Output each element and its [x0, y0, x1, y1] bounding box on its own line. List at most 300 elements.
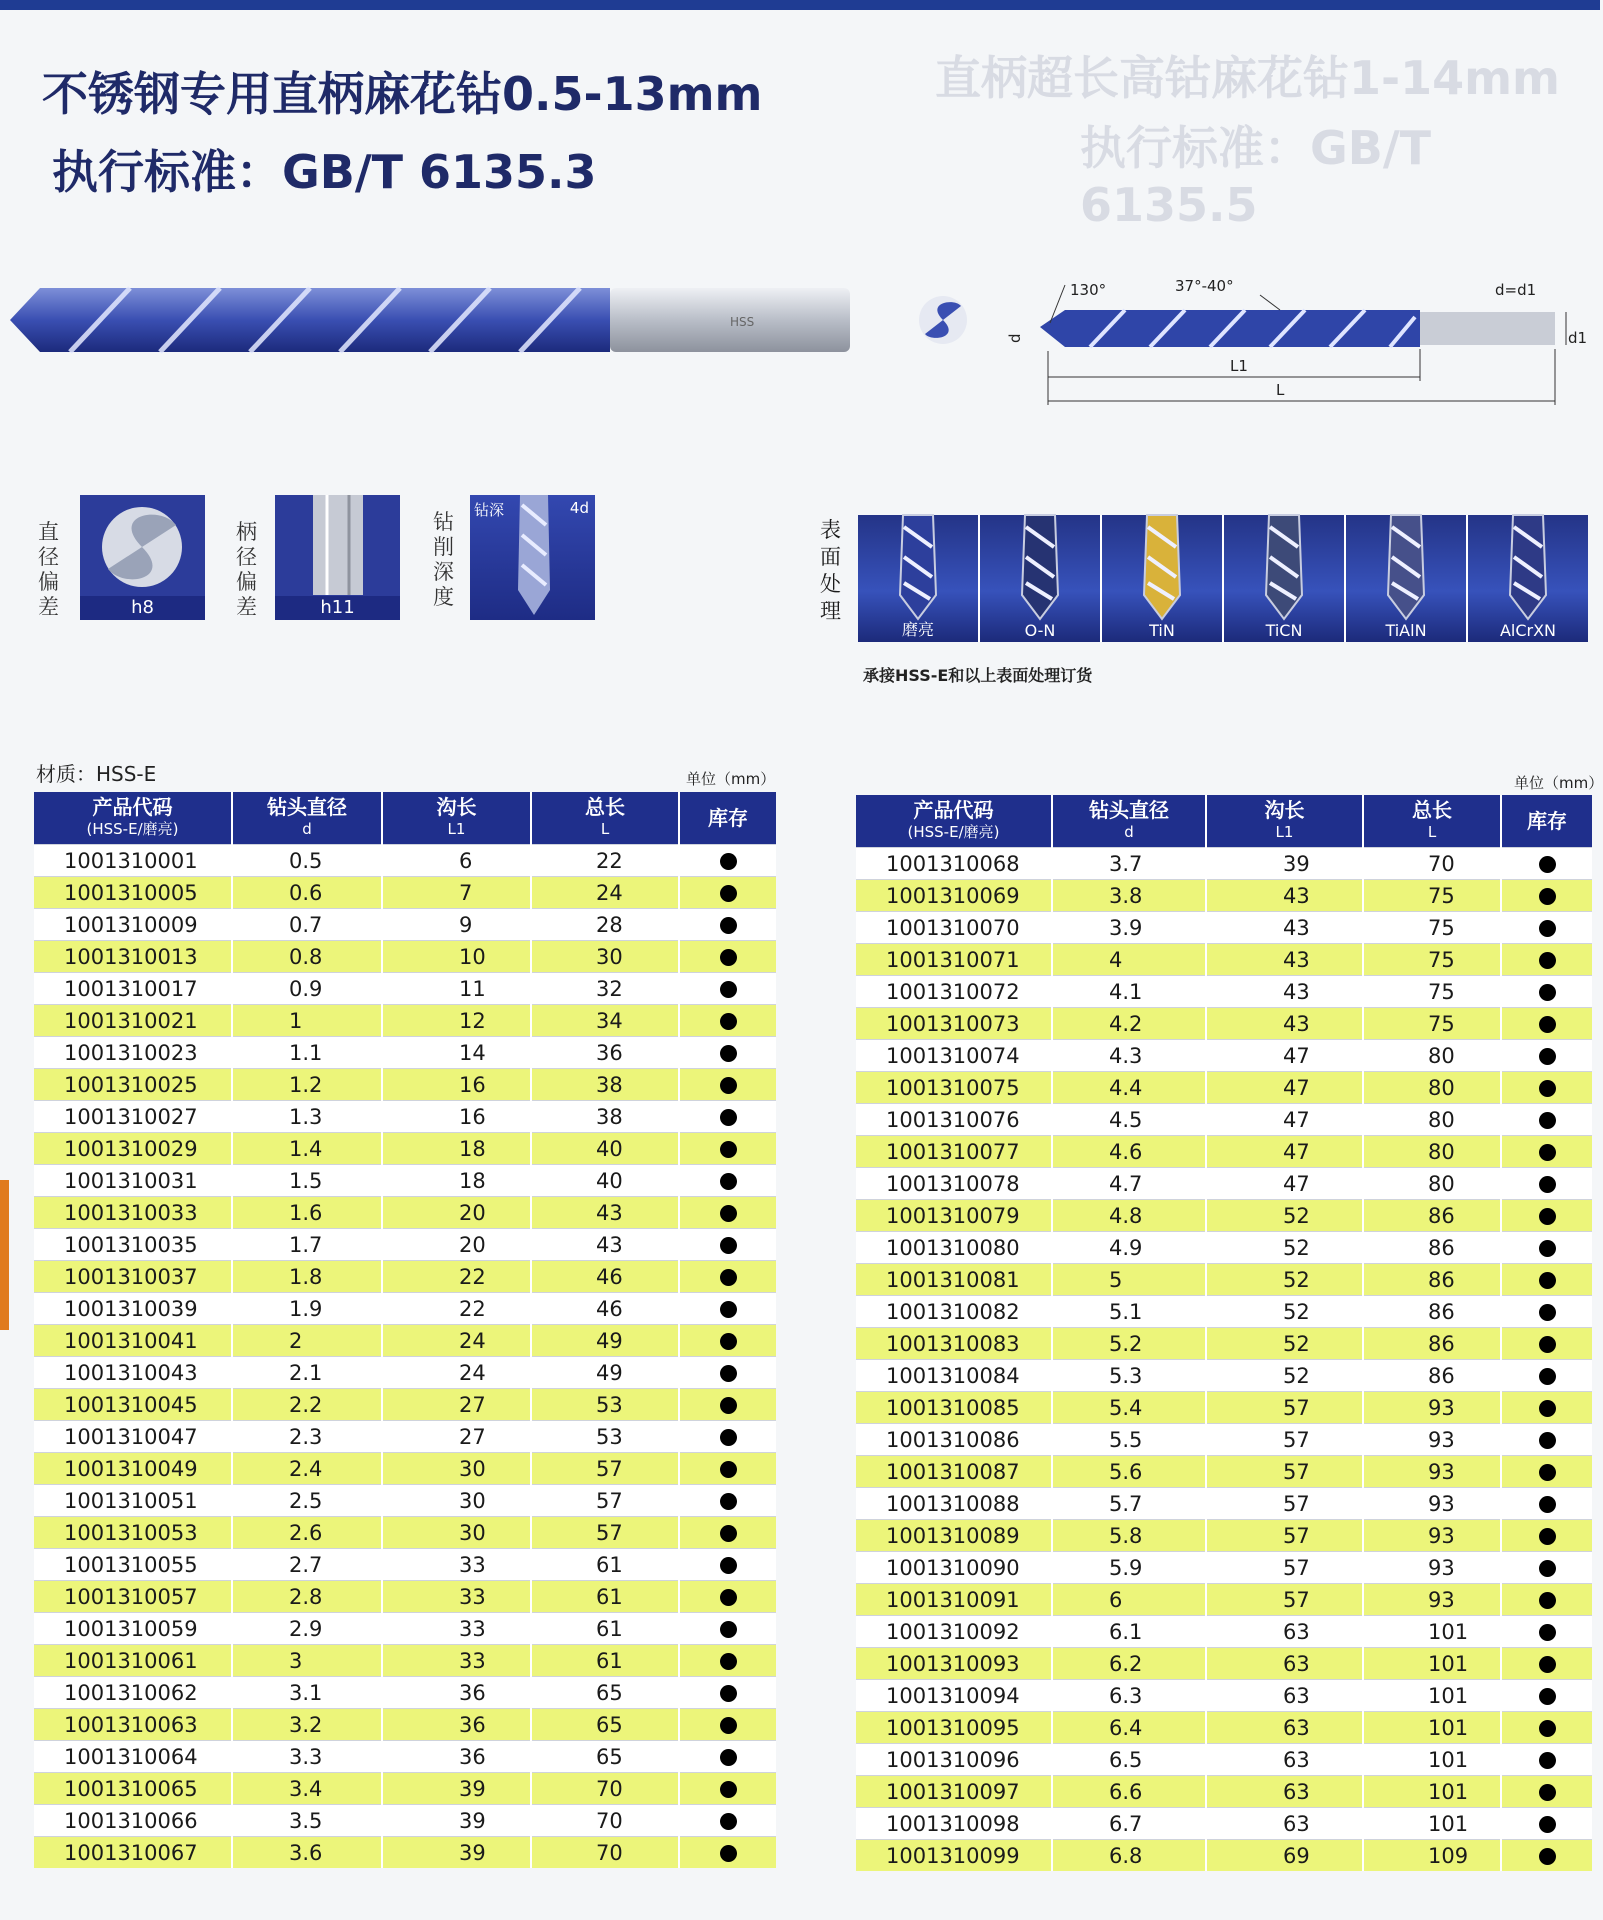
in-stock-dot-icon [1539, 920, 1556, 937]
in-stock-dot-icon [720, 1749, 737, 1766]
in-stock-dot-icon [1539, 1784, 1556, 1801]
in-stock-dot-icon [720, 1621, 737, 1638]
surface-tile-label: O-N [1024, 621, 1056, 640]
table-row [856, 1520, 1592, 1552]
cell-product-code: 1001310051 [34, 1485, 232, 1517]
in-stock-dot-icon [1539, 1080, 1556, 1097]
cell-flute-length: 27 [382, 1421, 531, 1453]
cell-product-code: 1001310075 [856, 1072, 1052, 1104]
in-stock-dot-icon [1539, 1560, 1556, 1577]
in-stock-dot-icon [720, 949, 737, 966]
cell-diameter: 4.4 [1052, 1072, 1206, 1104]
table-row [856, 1552, 1592, 1584]
cell-flute-length: 57 [1206, 1424, 1363, 1456]
spec-table-left [34, 792, 776, 1868]
table-row [34, 941, 776, 973]
cell-diameter: 3.2 [232, 1709, 382, 1741]
table-row [34, 1677, 776, 1709]
d-equals-d1-label: d=d1 [1495, 281, 1537, 299]
cell-stock [1501, 1168, 1592, 1200]
in-stock-dot-icon [720, 1685, 737, 1702]
cell-flute-length: 30 [382, 1485, 531, 1517]
cell-flute-length: 33 [382, 1549, 531, 1581]
cell-diameter: 4.3 [1052, 1040, 1206, 1072]
cell-flute-length: 14 [382, 1037, 531, 1069]
cell-product-code: 1001310065 [34, 1773, 232, 1805]
table-row [856, 1200, 1592, 1232]
cell-total-length: 86 [1363, 1200, 1501, 1232]
cell-flute-length: 20 [382, 1229, 531, 1261]
table-row [856, 1296, 1592, 1328]
cell-flute-length: 63 [1206, 1744, 1363, 1776]
cell-diameter: 6.3 [1052, 1680, 1206, 1712]
cell-total-length: 57 [531, 1485, 679, 1517]
cell-diameter: 1.4 [232, 1133, 382, 1165]
table-row [856, 1488, 1592, 1520]
cell-stock [679, 941, 776, 973]
surface-tile [1468, 515, 1588, 642]
table-row [856, 880, 1592, 912]
in-stock-dot-icon [1539, 1496, 1556, 1513]
cell-diameter: 2.3 [232, 1421, 382, 1453]
cell-total-length: 43 [531, 1229, 679, 1261]
cell-total-length: 61 [531, 1581, 679, 1613]
table-row [34, 1773, 776, 1805]
table-row [856, 1712, 1592, 1744]
cell-total-length: 101 [1363, 1648, 1501, 1680]
cell-stock [679, 1741, 776, 1773]
cell-product-code: 1001310047 [34, 1421, 232, 1453]
table-row [856, 1072, 1592, 1104]
in-stock-dot-icon [1539, 1656, 1556, 1673]
surface-tile [1346, 515, 1466, 642]
cell-product-code: 1001310035 [34, 1229, 232, 1261]
in-stock-dot-icon [720, 1237, 737, 1254]
cell-diameter: 1.2 [232, 1069, 382, 1101]
cell-total-length: 49 [531, 1325, 679, 1357]
cell-flute-length: 63 [1206, 1680, 1363, 1712]
cell-flute-length: 36 [382, 1741, 531, 1773]
cell-flute-length: 20 [382, 1197, 531, 1229]
cell-total-length: 86 [1363, 1296, 1501, 1328]
cell-diameter: 5.9 [1052, 1552, 1206, 1584]
table-row [34, 909, 776, 941]
cell-total-length: 38 [531, 1101, 679, 1133]
cell-product-code: 1001310005 [34, 877, 232, 909]
cell-stock [1501, 1712, 1592, 1744]
cell-total-length: 57 [531, 1453, 679, 1485]
cell-product-code: 1001310088 [856, 1488, 1052, 1520]
cell-stock [1501, 1648, 1592, 1680]
cell-stock [1501, 1008, 1592, 1040]
in-stock-dot-icon [1539, 1752, 1556, 1769]
cell-flute-length: 24 [382, 1325, 531, 1357]
in-stock-dot-icon [1539, 1336, 1556, 1353]
page-title: 不锈钢专用直柄麻花钻0.5-13mm [42, 67, 763, 121]
cell-product-code: 1001310067 [34, 1837, 232, 1869]
cell-flute-length: 33 [382, 1645, 531, 1677]
cell-product-code: 1001310074 [856, 1040, 1052, 1072]
table-row [34, 1485, 776, 1517]
cell-total-length: 93 [1363, 1488, 1501, 1520]
in-stock-dot-icon [720, 1269, 737, 1286]
cell-stock [679, 1261, 776, 1293]
cell-total-length: 75 [1363, 976, 1501, 1008]
cell-total-length: 80 [1363, 1136, 1501, 1168]
cell-diameter: 5.1 [1052, 1296, 1206, 1328]
drilling-depth-value: 4d [569, 499, 589, 517]
cell-diameter: 3.9 [1052, 912, 1206, 944]
table-row [34, 1645, 776, 1677]
cell-product-code: 1001310009 [34, 909, 232, 941]
cell-total-length: 24 [531, 877, 679, 909]
cell-total-length: 53 [531, 1421, 679, 1453]
cell-diameter: 6.7 [1052, 1808, 1206, 1840]
cell-stock [679, 1805, 776, 1837]
cell-product-code: 1001310092 [856, 1616, 1052, 1648]
table-row [856, 1680, 1592, 1712]
in-stock-dot-icon [720, 1813, 737, 1830]
cell-product-code: 1001310091 [856, 1584, 1052, 1616]
cell-product-code: 1001310025 [34, 1069, 232, 1101]
in-stock-dot-icon [720, 1845, 737, 1862]
cell-product-code: 1001310077 [856, 1136, 1052, 1168]
cell-diameter: 6.8 [1052, 1840, 1206, 1872]
cell-product-code: 1001310045 [34, 1389, 232, 1421]
cell-flute-length: 47 [1206, 1104, 1363, 1136]
cell-product-code: 1001310023 [34, 1037, 232, 1069]
table-row [34, 1741, 776, 1773]
cell-stock [1501, 1232, 1592, 1264]
cell-product-code: 1001310063 [34, 1709, 232, 1741]
cell-total-length: 80 [1363, 1168, 1501, 1200]
cell-stock [1501, 1456, 1592, 1488]
cell-total-length: 75 [1363, 944, 1501, 976]
cell-flute-length: 16 [382, 1101, 531, 1133]
cell-diameter: 0.6 [232, 877, 382, 909]
cell-stock [1501, 1488, 1592, 1520]
top-accent-bar [0, 0, 1600, 10]
cell-diameter: 5.2 [1052, 1328, 1206, 1360]
diameter-tolerance-value: h8 [80, 596, 205, 620]
cell-product-code: 1001310013 [34, 941, 232, 973]
cell-product-code: 1001310037 [34, 1261, 232, 1293]
cell-total-length: 46 [531, 1261, 679, 1293]
cell-product-code: 1001310066 [34, 1805, 232, 1837]
cell-total-length: 101 [1363, 1680, 1501, 1712]
col-header-diameter: 钻头直径 d [1052, 795, 1206, 848]
cell-total-length: 53 [531, 1389, 679, 1421]
cell-flute-length: 43 [1206, 912, 1363, 944]
in-stock-dot-icon [720, 1557, 737, 1574]
in-stock-dot-icon [720, 1141, 737, 1158]
table-row [34, 1261, 776, 1293]
cell-flute-length: 57 [1206, 1584, 1363, 1616]
cell-diameter: 4.8 [1052, 1200, 1206, 1232]
cell-flute-length: 57 [1206, 1392, 1363, 1424]
cell-diameter: 5.8 [1052, 1520, 1206, 1552]
cell-diameter: 0.7 [232, 909, 382, 941]
cell-diameter: 2.5 [232, 1485, 382, 1517]
cell-flute-length: 10 [382, 941, 531, 973]
cell-diameter: 1.7 [232, 1229, 382, 1261]
cell-total-length: 80 [1363, 1104, 1501, 1136]
table-row [34, 1229, 776, 1261]
cell-diameter: 1.5 [232, 1165, 382, 1197]
cell-diameter: 2.8 [232, 1581, 382, 1613]
in-stock-dot-icon [720, 1301, 737, 1318]
cell-flute-length: 43 [1206, 880, 1363, 912]
cell-total-length: 86 [1363, 1328, 1501, 1360]
table-row [856, 1008, 1592, 1040]
drilling-depth-tile [470, 495, 595, 620]
in-stock-dot-icon [720, 1653, 737, 1670]
cell-stock [679, 1517, 776, 1549]
cell-diameter: 2.1 [232, 1357, 382, 1389]
cell-total-length: 86 [1363, 1264, 1501, 1296]
cell-product-code: 1001310017 [34, 973, 232, 1005]
drill-cross-section-icon [80, 495, 205, 595]
cell-stock [679, 1581, 776, 1613]
cell-total-length: 61 [531, 1645, 679, 1677]
surface-tile [980, 515, 1100, 642]
cell-flute-length: 63 [1206, 1616, 1363, 1648]
in-stock-dot-icon [1539, 1816, 1556, 1833]
in-stock-dot-icon [720, 1077, 737, 1094]
cell-flute-length: 16 [382, 1069, 531, 1101]
cell-flute-length: 47 [1206, 1072, 1363, 1104]
cell-total-length: 61 [531, 1613, 679, 1645]
cell-total-length: 22 [531, 845, 679, 877]
cell-product-code: 1001310057 [34, 1581, 232, 1613]
in-stock-dot-icon [1539, 1304, 1556, 1321]
cell-total-length: 101 [1363, 1808, 1501, 1840]
cell-flute-length: 39 [1206, 848, 1363, 880]
coated-drill-icon [1224, 515, 1344, 620]
cell-product-code: 1001310071 [856, 944, 1052, 976]
cell-stock [1501, 1040, 1592, 1072]
cell-flute-length: 69 [1206, 1840, 1363, 1872]
surface-treatment-note: 承接HSS-E和以上表面处理订货 [863, 666, 1093, 685]
cell-stock [679, 1293, 776, 1325]
cell-product-code: 1001310068 [856, 848, 1052, 880]
shank-tolerance-label: 柄径偏差 [236, 520, 257, 619]
cell-total-length: 93 [1363, 1552, 1501, 1584]
cell-total-length: 75 [1363, 912, 1501, 944]
cell-stock [1501, 1328, 1592, 1360]
shank-marking: HSS [730, 315, 755, 329]
drilling-depth-label: 钻削深度 [433, 510, 454, 609]
shank-tolerance-tile [275, 495, 400, 620]
cell-diameter: 6.4 [1052, 1712, 1206, 1744]
cell-flute-length: 52 [1206, 1328, 1363, 1360]
cell-diameter: 6.2 [1052, 1648, 1206, 1680]
table-row [856, 1424, 1592, 1456]
cell-diameter: 0.8 [232, 941, 382, 973]
cell-flute-length: 39 [382, 1773, 531, 1805]
table-row [856, 1264, 1592, 1296]
cell-stock [1501, 1104, 1592, 1136]
table-row [856, 1392, 1592, 1424]
cell-total-length: 101 [1363, 1712, 1501, 1744]
drill-tip-end-view-icon [915, 292, 971, 348]
in-stock-dot-icon [720, 885, 737, 902]
cell-stock [1501, 1584, 1592, 1616]
table-row [34, 1197, 776, 1229]
in-stock-dot-icon [1539, 1016, 1556, 1033]
page-edge-tab [0, 1180, 9, 1330]
cell-total-length: 93 [1363, 1392, 1501, 1424]
in-stock-dot-icon [720, 1461, 737, 1478]
table-row [856, 1584, 1592, 1616]
diameter-tolerance-tile [80, 495, 205, 620]
col-header-stock: 库存 [679, 792, 776, 845]
table-row [856, 1040, 1592, 1072]
in-stock-dot-icon [1539, 1112, 1556, 1129]
coated-drill-icon [858, 515, 978, 620]
cell-product-code: 1001310001 [34, 845, 232, 877]
cell-stock [679, 1549, 776, 1581]
cell-product-code: 1001310095 [856, 1712, 1052, 1744]
cell-stock [1501, 1136, 1592, 1168]
cell-diameter: 4 [1052, 944, 1206, 976]
cell-flute-length: 36 [382, 1677, 531, 1709]
table-header-row [856, 795, 1592, 848]
table-row [856, 944, 1592, 976]
cell-total-length: 40 [531, 1133, 679, 1165]
cell-total-length: 30 [531, 941, 679, 973]
coated-drill-icon [1102, 515, 1222, 620]
cell-stock [679, 1357, 776, 1389]
cell-stock [679, 1421, 776, 1453]
shank-icon [275, 495, 400, 595]
in-stock-dot-icon [1539, 1624, 1556, 1641]
in-stock-dot-icon [1539, 1848, 1556, 1865]
cell-total-length: 75 [1363, 880, 1501, 912]
cell-diameter: 4.9 [1052, 1232, 1206, 1264]
in-stock-dot-icon [720, 1589, 737, 1606]
cell-flute-length: 9 [382, 909, 531, 941]
cell-total-length: 43 [531, 1197, 679, 1229]
cell-product-code: 1001310078 [856, 1168, 1052, 1200]
table-row [34, 1581, 776, 1613]
table-row [34, 1709, 776, 1741]
cell-diameter: 1 [232, 1005, 382, 1037]
cell-flute-length: 36 [382, 1709, 531, 1741]
cell-product-code: 1001310062 [34, 1677, 232, 1709]
table-row [34, 1837, 776, 1869]
table-row [856, 1104, 1592, 1136]
cell-stock [1501, 848, 1592, 880]
cell-stock [1501, 944, 1592, 976]
cell-stock [1501, 1552, 1592, 1584]
cell-flute-length: 57 [1206, 1488, 1363, 1520]
cell-flute-length: 52 [1206, 1264, 1363, 1296]
cell-total-length: 38 [531, 1069, 679, 1101]
cell-product-code: 1001310086 [856, 1424, 1052, 1456]
table-row [856, 1328, 1592, 1360]
surface-tile-label: TiAlN [1385, 621, 1427, 640]
cell-flute-length: 63 [1206, 1808, 1363, 1840]
cell-product-code: 1001310043 [34, 1357, 232, 1389]
coated-drill-icon [980, 515, 1100, 620]
drilling-depth-caption: 钻深 [474, 501, 505, 519]
in-stock-dot-icon [720, 1397, 737, 1414]
cell-stock [1501, 1840, 1592, 1872]
cell-product-code: 1001310055 [34, 1549, 232, 1581]
cell-flute-length: 39 [382, 1837, 531, 1869]
cell-product-code: 1001310041 [34, 1325, 232, 1357]
cell-stock [679, 1485, 776, 1517]
surface-tile-label: TiN [1149, 621, 1175, 640]
cell-stock [679, 1005, 776, 1037]
col-header-total: 总长 L [1363, 795, 1501, 848]
cell-stock [1501, 880, 1592, 912]
cell-total-length: 93 [1363, 1456, 1501, 1488]
cell-total-length: 70 [531, 1837, 679, 1869]
in-stock-dot-icon [720, 1013, 737, 1030]
cell-flute-length: 57 [1206, 1520, 1363, 1552]
table-row [856, 976, 1592, 1008]
table-row [856, 1840, 1592, 1872]
cell-diameter: 1.3 [232, 1101, 382, 1133]
col-header-code: 产品代码 (HSS-E/磨亮) [34, 792, 232, 845]
cell-flute-length: 63 [1206, 1776, 1363, 1808]
cell-stock [1501, 1424, 1592, 1456]
table-row [34, 1421, 776, 1453]
surface-tile-label: 磨亮 [901, 620, 934, 639]
cell-diameter: 6.6 [1052, 1776, 1206, 1808]
cell-total-length: 86 [1363, 1360, 1501, 1392]
L1-label: L1 [1230, 357, 1248, 375]
in-stock-dot-icon [720, 1717, 737, 1734]
in-stock-dot-icon [1539, 1432, 1556, 1449]
cell-diameter: 2.6 [232, 1517, 382, 1549]
cell-diameter: 5.5 [1052, 1424, 1206, 1456]
cell-diameter: 2.9 [232, 1613, 382, 1645]
cell-stock [1501, 976, 1592, 1008]
d-label: d [1006, 333, 1024, 343]
cell-flute-length: 63 [1206, 1648, 1363, 1680]
surface-tile-label: AlCrXN [1499, 621, 1557, 640]
cell-diameter: 5 [1052, 1264, 1206, 1296]
cell-diameter: 1.8 [232, 1261, 382, 1293]
cell-flute-length: 6 [382, 845, 531, 877]
cell-stock [1501, 1392, 1592, 1424]
cell-flute-length: 39 [382, 1805, 531, 1837]
cell-total-length: 36 [531, 1037, 679, 1069]
cell-stock [1501, 1264, 1592, 1296]
in-stock-dot-icon [720, 1781, 737, 1798]
surface-tile [1102, 515, 1222, 642]
cell-total-length: 65 [531, 1741, 679, 1773]
cell-total-length: 46 [531, 1293, 679, 1325]
drill-dimension-diagram [1006, 265, 1588, 420]
cell-diameter: 3.6 [232, 1837, 382, 1869]
table-row [856, 1360, 1592, 1392]
in-stock-dot-icon [720, 1429, 737, 1446]
cell-stock [1501, 1360, 1592, 1392]
cell-total-length: 40 [531, 1165, 679, 1197]
cell-product-code: 1001310033 [34, 1197, 232, 1229]
cell-total-length: 61 [531, 1549, 679, 1581]
shank-tolerance-value: h11 [275, 596, 400, 620]
cell-stock [679, 973, 776, 1005]
cell-stock [679, 1133, 776, 1165]
cell-stock [1501, 1200, 1592, 1232]
table-row [856, 1648, 1592, 1680]
cell-diameter: 3.4 [232, 1773, 382, 1805]
